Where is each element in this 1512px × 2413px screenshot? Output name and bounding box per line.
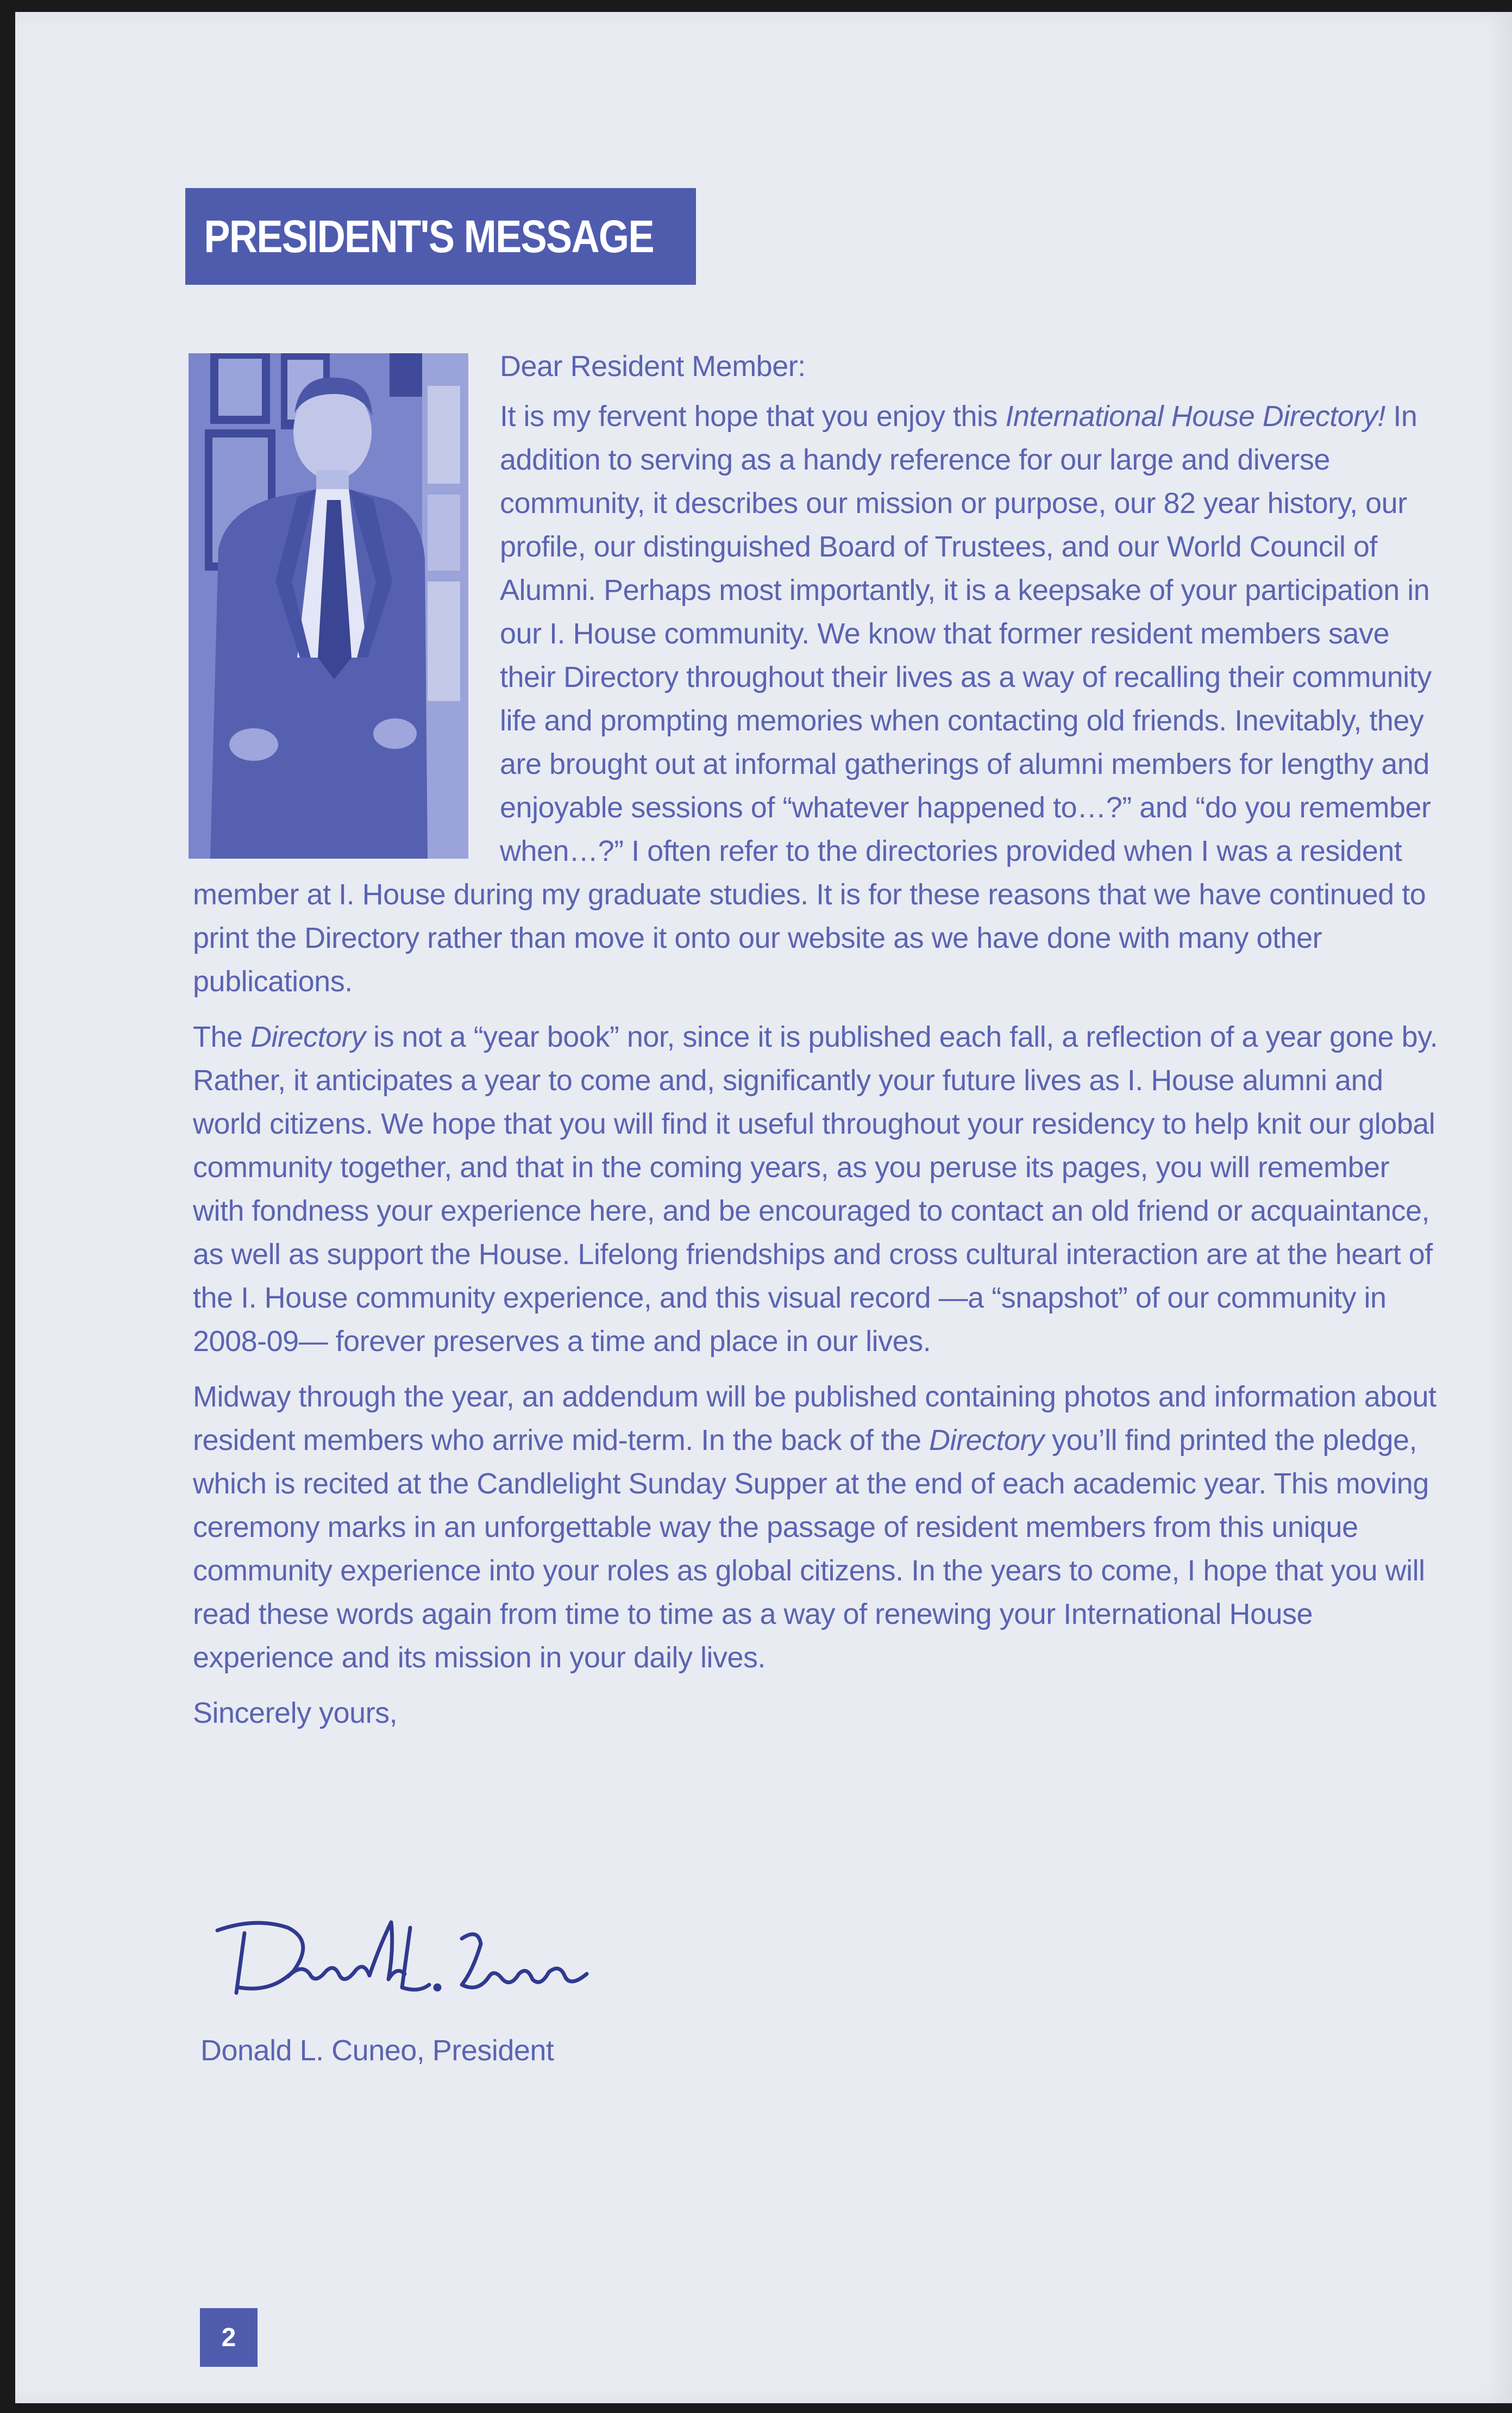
paragraph-3 <box>193 1375 1442 1679</box>
section-heading-bar <box>185 188 696 285</box>
paragraph-2-text-cont: is not a “year book” nor, since it is published each fall, a reflection of a year gone by. Rather, it anticipates a year to come and, significantly your future lives as I. House alumni and world citizens. We hope that you will find it useful throughout your residency to help knit our global community together, and that in the coming years, as you peruse its pages, you will remember with fondness your experience here, and be encouraged to contact an old friend or acquaintance, as well as support the House. Lifelong friendships and cross cultural interaction are at the heart of the I. House community experience, and this visual record —a “snapshot” of our community in 2008-09— forever preserves a time and place in our lives. <box>193 1021 1438 1358</box>
letter-body <box>193 345 1442 1747</box>
paragraph-3-italic: Directory <box>929 1424 1044 1456</box>
paragraph-3-text: Midway through the year, an addendum will be published containing photos and information about resident members who arrive mid-term. In the back of the <box>193 1380 1436 1456</box>
paragraph-1-text: It is my fervent hope that you enjoy this <box>500 400 1006 433</box>
salutation: Dear Resident Member: <box>500 350 806 383</box>
paragraph-1-text-cont: In addition to serving as a handy reference for our large and diverse community, it describes our mission or purpose, our 82 year history, our profile, our distinguished Board of Trustees, and our World Council of Alumni. Perhaps most importantly, it is a keepsake of your participation in our I. House community. We know that former resident members save their Directory throughout their lives as a way of recalling their community life and prompting memories when contacting old friends. Inevitably, they are brought out at informal gatherings of alumni members for lengthy and enjoyable sessions of “whatever happened to…?” and “do you remember when…?” I often refer to the directories provided when I was a resident member at I. House during my graduate studies. It is for these reasons that we have continued to print the Directory rather than move it onto our website as we have done with many other publications. <box>193 400 1432 998</box>
paragraph-2-italic: Directory <box>250 1021 366 1053</box>
section-heading: PRESIDENT'S MESSAGE <box>204 210 654 262</box>
paragraph-2 <box>193 1015 1442 1363</box>
signer-name: Donald L. Cuneo, President <box>200 2034 554 2067</box>
handwritten-signature <box>206 1911 598 2004</box>
photo-wrap-spacer <box>193 345 500 861</box>
page-number: 2 <box>200 2308 258 2367</box>
paragraph-2-text: The <box>193 1021 251 1053</box>
closing: Sincerely yours, <box>193 1697 398 1729</box>
paragraph-1-italic: International House Directory! <box>1005 400 1385 433</box>
page <box>15 12 1512 2403</box>
paragraph-3-text-cont: you’ll find printed the pledge, which is recited at the Candlelight Sunday Supper at the end of each academic year. This moving ceremony marks in an unforgettable way the passage of resident members from this unique community experience into your roles as global citizens. In the years to come, I hope that you will read these words again from time to time as a way of renewing your International House experience and its mission in your daily lives. <box>193 1424 1429 1674</box>
